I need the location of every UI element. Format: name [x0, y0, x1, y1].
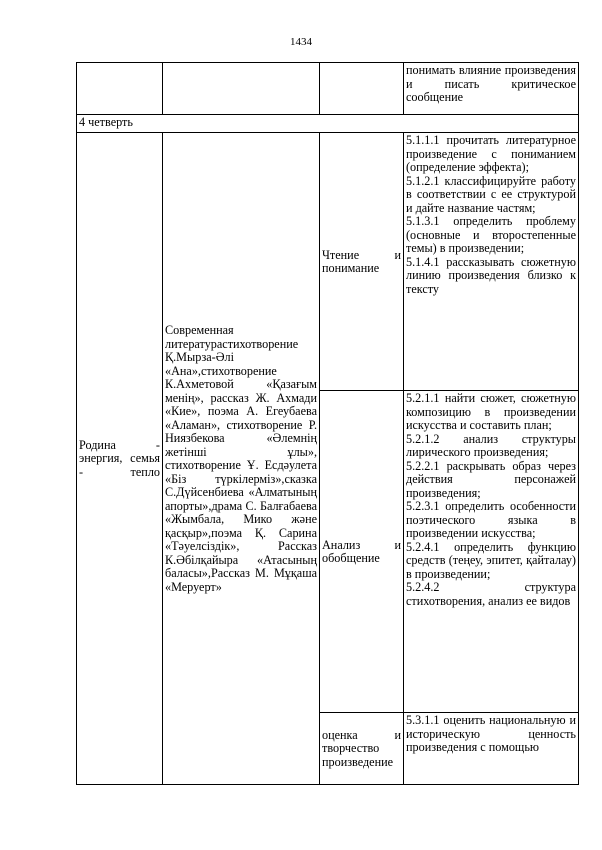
- cell-literature: Современная литературастихотворение Қ.Мырза-Әлі «Ана»,стихотворение К.Ахметовой «Қазағым менің», рассказ Ж. Ахмади «Кие», поэма А. Егеубаева «Аламан», стихотворение Р. Ниязбекова «Әлемнің жетінші ұлы», стихотворение Ұ. Есдәулета «Біз түркілерміз»,сказка С.Дүйсенбиева «Алматының апорты»,драма С. Балғабаева «Жымбала, Мико және қасқыр»,поэма Қ. Сарина «Тәуелсіздік», Рассказ К.Әбілқайыра «Атасының баласы»,Рассказ М. Мұқаша «Меруерт»: [163, 133, 320, 785]
- objective-item: 5.1.3.1 определить проблему (основные и второстепенные темы) в произведении;: [406, 214, 576, 255]
- cell-objectives: [404, 713, 579, 785]
- objective-item: 5.2.4.2 структура стихотворения, анализ ее видов: [406, 580, 576, 608]
- cell-skill-name: оценка и творчество произведение: [320, 713, 404, 785]
- curriculum-table: [76, 62, 579, 785]
- objective-item: 5.2.3.1 определить особенности поэтического языка в произведении искусства;: [406, 499, 576, 540]
- cell-theme-empty: [77, 63, 163, 115]
- cell-objectives: [404, 391, 579, 713]
- objective-item: 5.1.4.1 рассказывать сюжетную линию произведения близко к тексту: [406, 254, 576, 296]
- objective-item: 5.2.4.1 определить функцию средств (теңеу, эпитет, қайталау) в произведении;: [406, 539, 576, 581]
- objective-item: 5.3.1.1 оценить национальную и историческую ценность произведения с помощью: [406, 714, 576, 754]
- objective-item: 5.1.2.1 классифицируйте работу в соответствии с ее структурой и дайте название частям;: [406, 173, 576, 215]
- objective-item: 5.2.1.1 найти сюжет, сюжетную композицию в произведении искусства и составить план;: [406, 391, 576, 432]
- objective-item: 5.2.2.1 раскрывать образ через действия персонажей произведения;: [406, 458, 576, 500]
- cell-objectives: [404, 133, 579, 391]
- page-number: 1434: [290, 36, 312, 48]
- cell-objective-continued: [404, 63, 579, 115]
- quarter-row: [77, 115, 579, 133]
- cell-skill-empty: [320, 63, 404, 115]
- cell-skill-name: Анализ и обобщение: [320, 391, 404, 713]
- objective-item: 5.2.1.2 анализ структуры лирического произведения;: [406, 431, 576, 459]
- table-row-skill-reading: [77, 133, 579, 391]
- cell-literature-empty: [163, 63, 320, 115]
- cell-theme: Родина - энергия, семья - тепло: [77, 133, 163, 785]
- objective-text: понимать влияние произведения и писать критическое сообщение: [406, 63, 576, 104]
- cell-skill-name: Чтение и понимание: [320, 133, 404, 391]
- table-row-continued: [77, 63, 579, 115]
- quarter-label: 4 четверть: [77, 115, 579, 133]
- objectives-clip: [406, 714, 576, 784]
- objective-item: 5.1.1.1 прочитать литературное произведение с пониманием (определение эффекта);: [406, 133, 576, 174]
